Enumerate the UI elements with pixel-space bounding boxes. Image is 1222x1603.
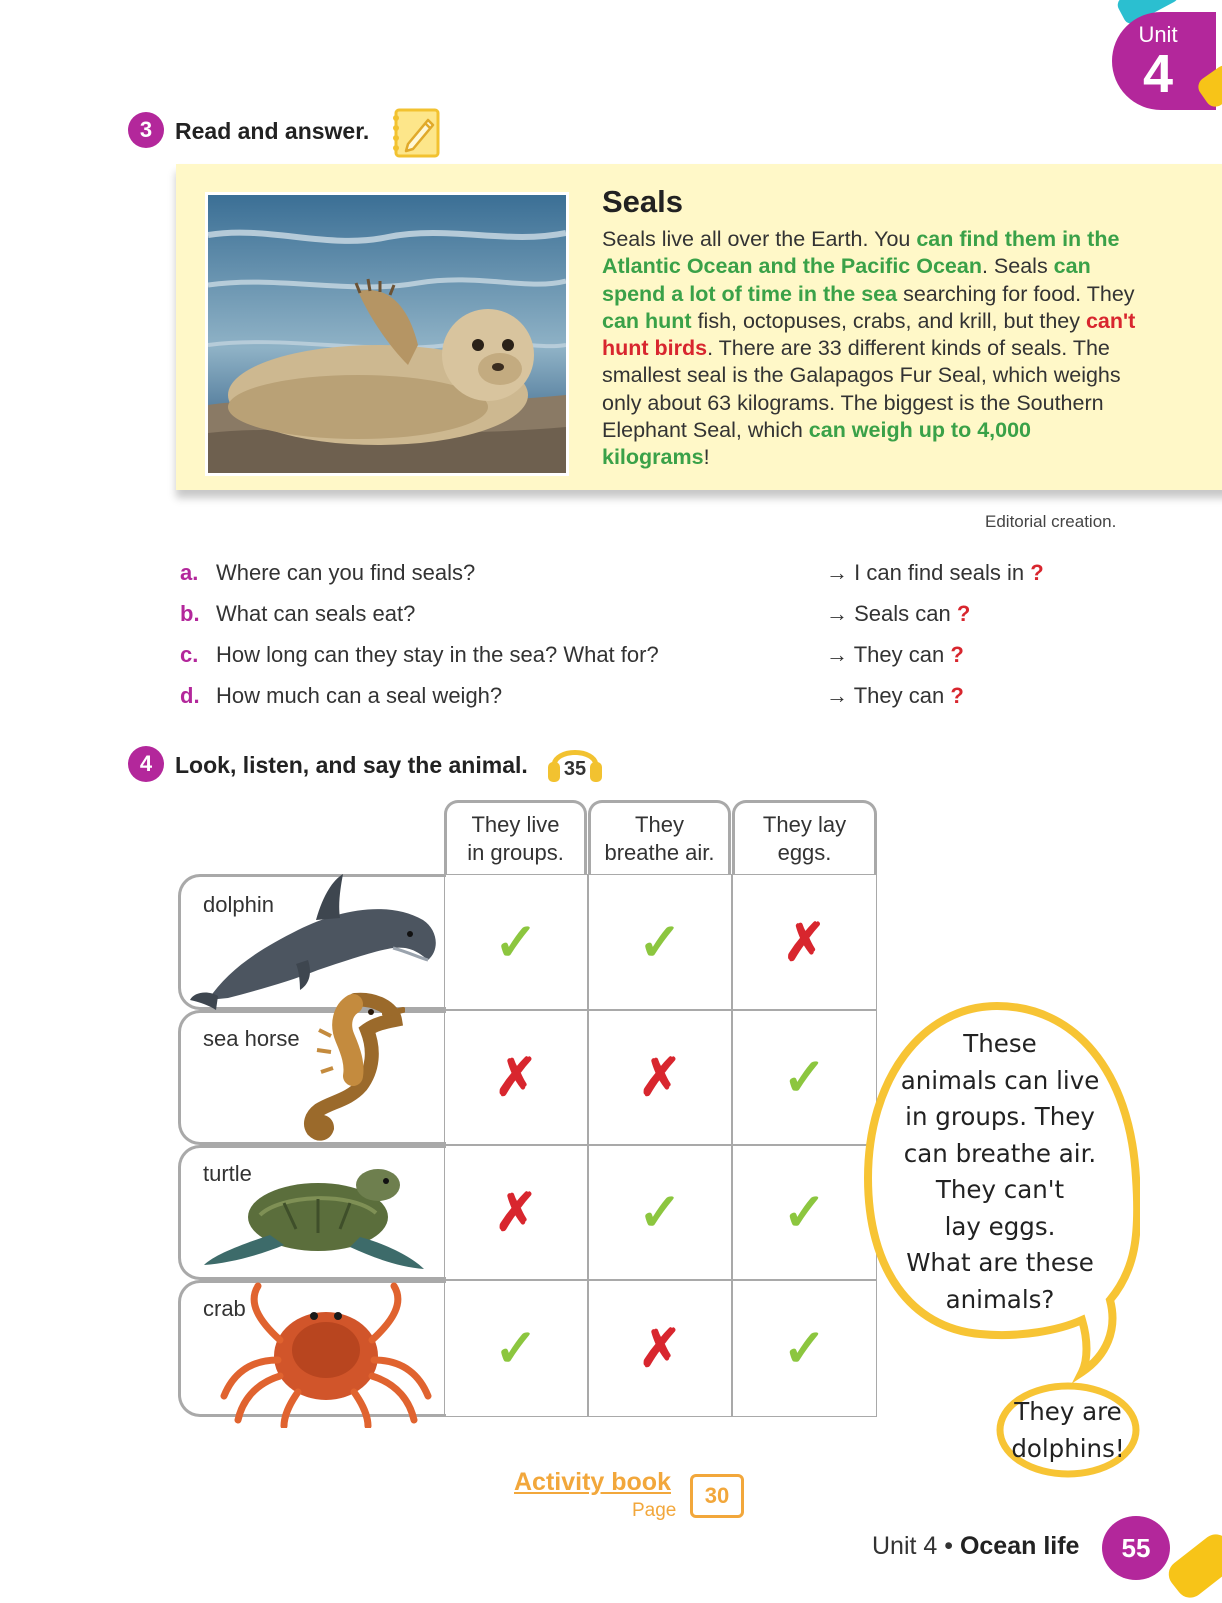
cross-mark-icon: ✗ [638,1320,682,1378]
cross-mark-icon: ✗ [494,1184,538,1242]
question-b: b. What can seals eat? [180,601,416,626]
footer-unit: Unit 4 • Ocean life [872,1532,1080,1560]
dolphin-image [188,860,444,1010]
editorial-credit: Editorial creation. [985,512,1117,531]
page-number: 55 [1102,1516,1170,1580]
cell-dolphin-eggs [732,874,877,1010]
cell-sea-horse-groups [444,1010,588,1145]
track-number: 35 [563,758,587,780]
animal-label-turtle: turtle [203,1161,252,1186]
header-groups: They live in groups. [444,800,587,874]
cell-sea-horse-eggs [732,1010,877,1145]
check-mark-icon: ✓ [782,1320,827,1378]
section-4-number: 4 [128,746,164,782]
cell-crab-breathe [588,1280,732,1417]
crab-image [218,1280,434,1428]
answer-a: → I can find seals in ? [826,560,1044,585]
animal-label-dolphin: dolphin [203,892,274,917]
header-breathe: They breathe air. [588,800,731,874]
activity-book-link[interactable]: Activity book [514,1468,671,1496]
check-mark-icon: ✓ [782,1049,827,1107]
check-mark-icon: ✓ [494,914,538,972]
check-mark-icon: ✓ [494,1320,538,1378]
question-d: d. How much can a seal weigh? [180,683,503,708]
cell-turtle-breathe [588,1145,732,1280]
answer-c: → They can ? [826,642,964,667]
cell-crab-groups [444,1280,588,1417]
answer-d: → They can ? [826,683,964,708]
section-3-number: 3 [128,112,164,148]
unit-number: 4 [1142,44,1174,104]
activity-book-page-label: Page [632,1500,677,1521]
check-mark-icon: ✓ [638,1184,682,1242]
cross-mark-icon: ✗ [782,914,827,972]
sea-horse-image [235,990,405,1150]
cell-dolphin-breathe [588,874,732,1010]
reading-title: Seals [602,184,684,219]
cross-mark-icon: ✗ [638,1049,682,1107]
cross-mark-icon: ✗ [494,1049,538,1107]
section-3-title: Read and answer. [175,118,370,144]
pencil-notebook-icon [390,104,444,160]
speech-bubble-answer: They are dolphins! [1011,1397,1125,1463]
unit-label: Unit [1138,22,1178,47]
cell-dolphin-groups [444,874,588,1010]
speech-bubble-question: These animals can live in groups. They can breathe air. They can't lay eggs. What are these animals? [900,1029,1100,1314]
header-eggs: They lay eggs. [732,800,877,874]
check-mark-icon: ✓ [638,914,682,972]
decor-corner-yellow [1163,1529,1222,1603]
unit-badge [1112,12,1216,110]
animal-label-crab: crab [203,1296,246,1321]
reading-text: Seals live all over the Earth. You can find them in the Atlantic Ocean and the Pacific Ocean. Seals can spend a lot of time in the sea searching for food. They can hunt fish, octopuses, crabs, and krill, but they can't hunt birds. There are 33 different kinds of seals. The smallest seal is the Galapagos Fur Seal, which weighs only about 63 kilograms. The biggest is the Southern Elephant Seal, which can weigh up to 4,000 kilograms! [602,227,1136,470]
headphones-audio-icon[interactable] [546,736,604,786]
answer-b: → Seals can ? [826,601,971,626]
animal-label-sea-horse: sea horse [203,1026,300,1051]
cell-sea-horse-breathe [588,1010,732,1145]
question-a: a. Where can you find seals? [180,560,476,585]
activity-book-page-number: 30 [690,1474,744,1518]
cell-turtle-groups [444,1145,588,1280]
section-4-title: Look, listen, and say the animal. [175,752,528,778]
cell-crab-eggs [732,1280,877,1417]
seal-photo [205,192,569,476]
cell-turtle-eggs [732,1145,877,1280]
question-c: c. How long can they stay in the sea? What for? [180,642,659,667]
check-mark-icon: ✓ [782,1184,827,1242]
